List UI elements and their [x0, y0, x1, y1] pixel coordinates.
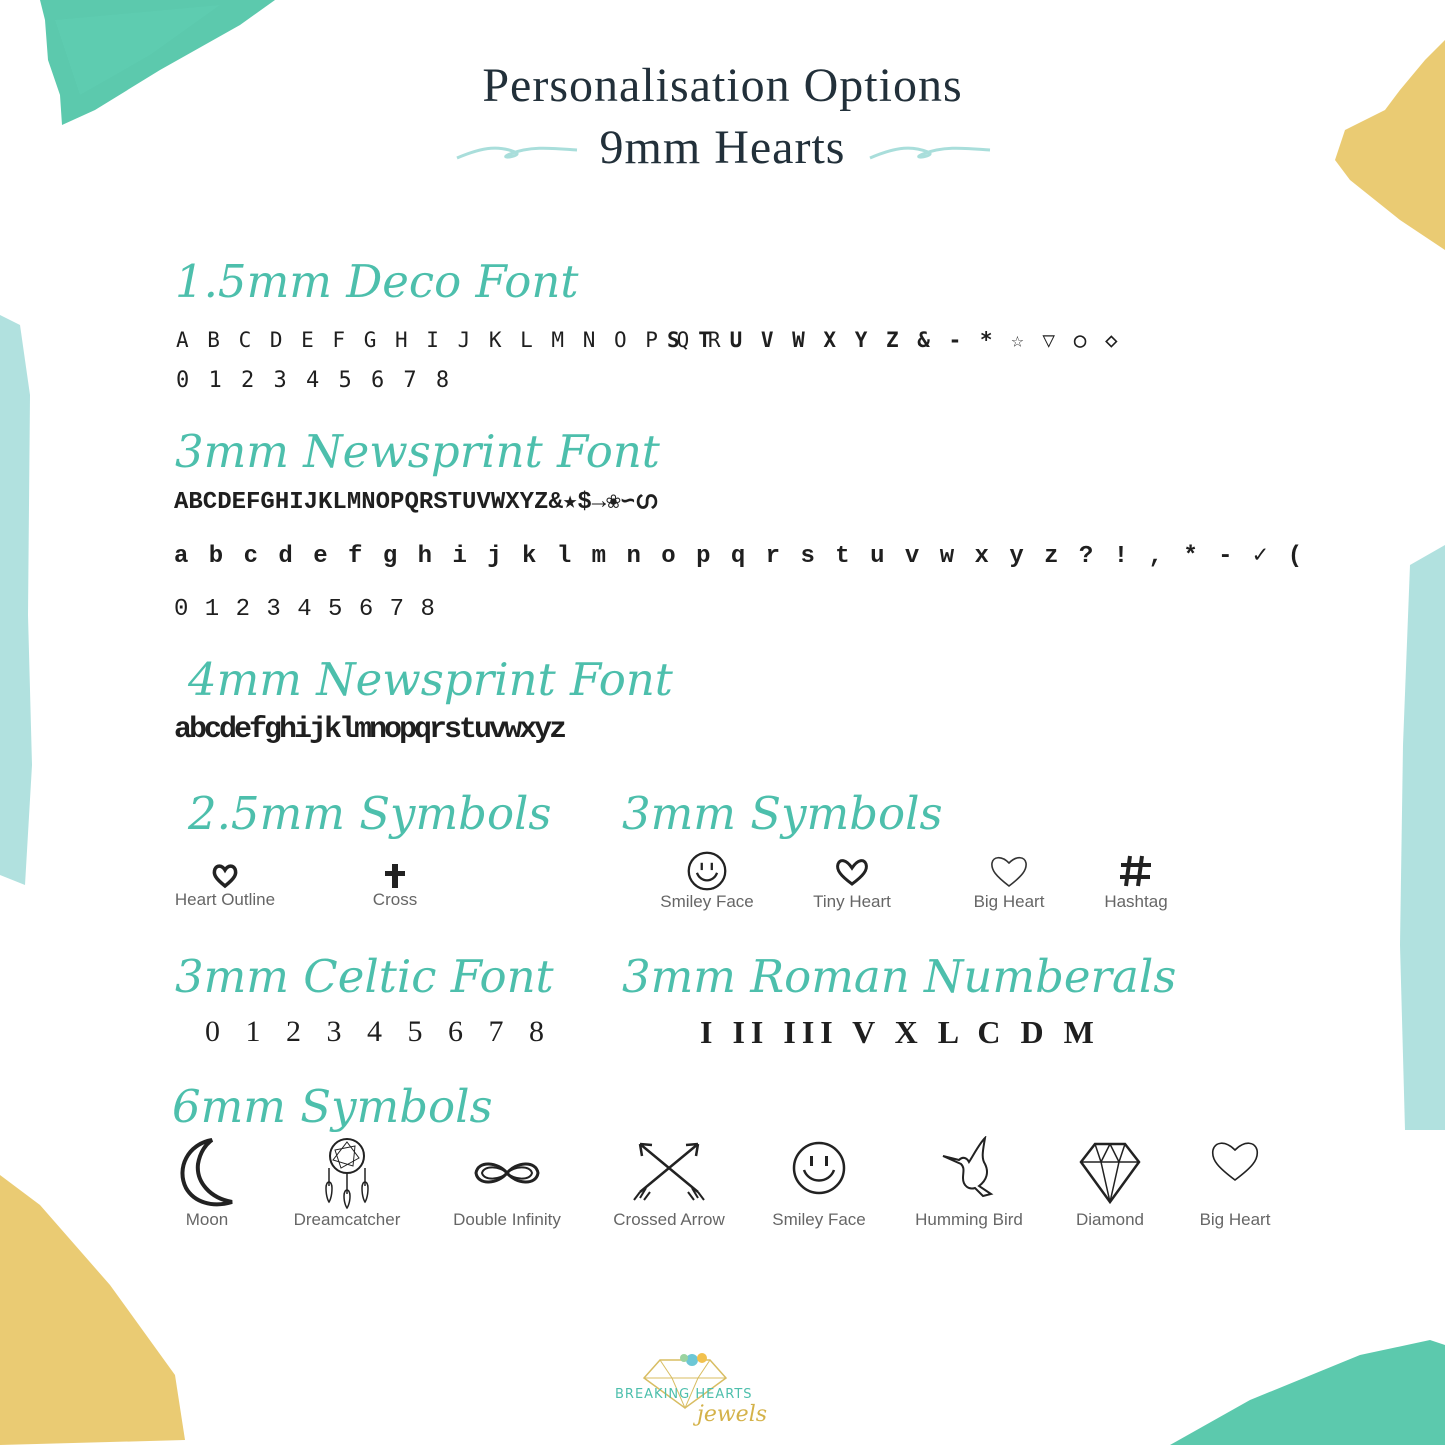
- smiley-face-icon: [789, 1136, 849, 1210]
- symbol-big-heart-6mm: [1180, 1136, 1290, 1230]
- newsprint-4mm-lower: abcdefghijklmnopqrstuvwxyz: [174, 713, 565, 747]
- symbol-label: Double Infinity: [453, 1210, 561, 1229]
- teal-brush-bottom-right: [1160, 1340, 1445, 1445]
- symbol-big-heart-3mm: [954, 850, 1064, 912]
- deco-font-digits: 0 1 2 3 4 5 6 7 8: [176, 368, 453, 393]
- newsprint-3mm-upper: ABCDEFGHIJKLMNOPQRSTUVWXYZ&★$→❀∽ഗ: [174, 489, 657, 516]
- symbol-tiny-heart: [797, 850, 907, 912]
- symbols-25mm-title: 2.5mm Symbols: [188, 787, 552, 840]
- newsprint-3mm-lower: a b c d e f g h i j k l m n o p q r s t u v w x y z ? ! , * - ✓ (: [174, 543, 1306, 570]
- symbol-label: Humming Bird: [915, 1210, 1023, 1229]
- symbol-label: Smiley Face: [772, 1210, 866, 1229]
- newsprint-3mm-digits: 0 1 2 3 4 5 6 7 8: [174, 596, 436, 623]
- newsprint-4mm-title: 4mm Newsprint Font: [188, 653, 673, 706]
- symbol-diamond: [1055, 1136, 1165, 1230]
- page-title: Personalisation Options: [482, 59, 963, 112]
- smiley-face-icon: [684, 850, 730, 892]
- symbol-label: Dreamcatcher: [293, 1210, 401, 1229]
- symbol-smiley-face-3mm: [652, 850, 762, 912]
- symbol-label: Cross: [372, 890, 418, 909]
- celtic-font-title: 3mm Celtic Font: [175, 950, 554, 1003]
- swirl-right-icon: [868, 138, 993, 164]
- symbols-6mm-title: 6mm Symbols: [172, 1080, 493, 1133]
- symbol-double-infinity: [442, 1136, 572, 1230]
- symbol-label: Hashtag: [1104, 892, 1168, 911]
- hashtag-icon: [1115, 850, 1157, 892]
- big-heart-icon: [988, 850, 1030, 892]
- diamond-icon: [1077, 1136, 1143, 1210]
- aqua-brush-right: [1395, 545, 1445, 1130]
- logo-wordmark: BREAKING HEARTS: [615, 1387, 753, 1402]
- page-subtitle: 9mm Hearts: [599, 121, 846, 174]
- roman-numerals-row: I II III V X L C D M: [700, 1014, 1100, 1050]
- symbol-humming-bird: [904, 1136, 1034, 1230]
- symbol-dreamcatcher: [287, 1136, 407, 1230]
- symbol-label: Crossed Arrow: [613, 1210, 725, 1229]
- moon-icon: [172, 1136, 242, 1210]
- symbols-3mm-title: 3mm Symbols: [622, 787, 943, 840]
- tiny-heart-icon: [831, 850, 873, 892]
- symbol-label: Big Heart: [1199, 1210, 1271, 1229]
- symbol-heart-outline: [165, 862, 285, 910]
- symbol-label: Moon: [185, 1210, 229, 1229]
- symbol-cross: [345, 862, 445, 910]
- deco-font-row-1b: S T U V W X Y Z & - * ☆ ▽ ○ ◇: [667, 328, 1121, 352]
- heart-outline-icon: [211, 862, 239, 890]
- double-infinity-icon: [470, 1136, 544, 1210]
- symbol-label: Smiley Face: [660, 892, 754, 911]
- big-heart-icon: [1207, 1136, 1263, 1210]
- symbol-smiley-face-6mm: [764, 1136, 874, 1230]
- aqua-brush-left: [0, 315, 40, 890]
- deco-font-row-1a: A B C D E F G H I J K L M N O P Q R: [176, 328, 724, 352]
- symbol-label: Diamond: [1075, 1210, 1145, 1229]
- crossed-arrow-icon: [632, 1136, 706, 1210]
- logo-script: jewels: [697, 1402, 768, 1427]
- deco-font-title: 1.5mm Deco Font: [175, 255, 579, 308]
- cross-icon: [381, 862, 409, 890]
- symbol-hashtag: [1086, 850, 1186, 912]
- swirl-left-icon: [455, 138, 580, 164]
- symbol-crossed-arrow: [604, 1136, 734, 1230]
- newsprint-3mm-title: 3mm Newsprint Font: [175, 425, 660, 478]
- symbol-moon: [152, 1136, 262, 1230]
- celtic-font-digits: 0 1 2 3 4 5 6 7 8: [205, 1015, 553, 1048]
- symbol-label: Heart Outline: [174, 890, 276, 909]
- symbol-label: Tiny Heart: [813, 892, 891, 911]
- humming-bird-icon: [939, 1136, 999, 1210]
- dreamcatcher-icon: [317, 1136, 377, 1210]
- symbol-label: Big Heart: [973, 892, 1045, 911]
- roman-numerals-title: 3mm Roman Numberals: [622, 950, 1177, 1003]
